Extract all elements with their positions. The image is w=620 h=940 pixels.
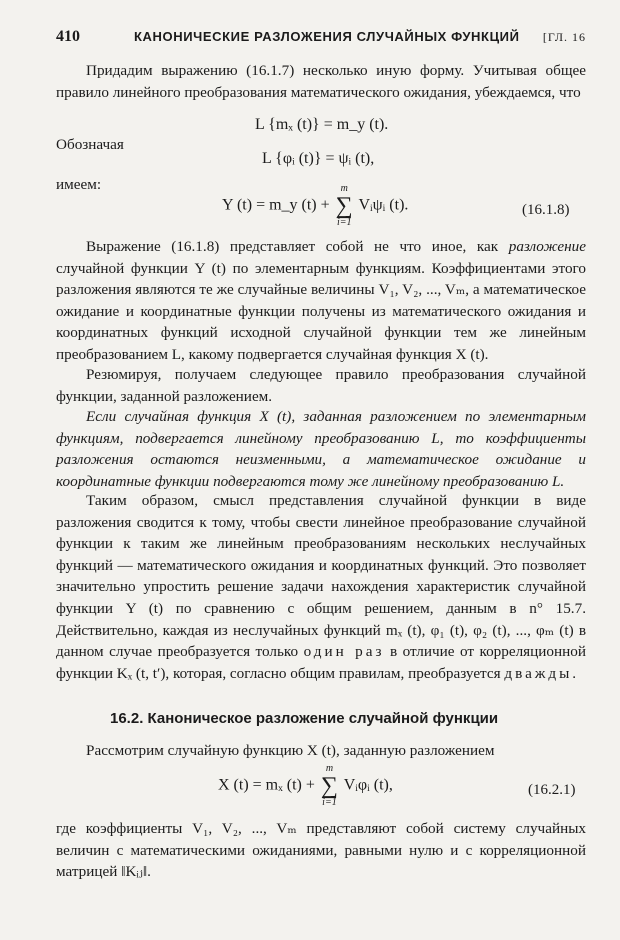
formula-expectation-transform: L {mₓ (t)} = m_y (t). [255,116,389,133]
spaced-emphasis: один раз [303,643,385,661]
chapter-marker: [ГЛ. 16 [542,30,586,44]
paragraph-we-have: имеем: [56,176,102,193]
paragraph-rule-statement: Если случайная функция X (t), заданная разложением по элементарным функциям, подвергается линейному преобразованию L, то коэффициенты разложения остаются неизменными, а математическое ожидание и координатные функции подвергаются тому же линейному преобразованию L. [56,408,586,490]
sum-upper-limit: m [325,763,334,774]
summation-sign: m ∑ i=1 [335,183,353,228]
formula-coordinate-transform: L {φᵢ (t)} = ψᵢ (t), [262,150,375,167]
paragraph-coefficients: где коэффициенты V₁, V₂, ..., Vₘ представляют собой систему случайных величин с математическими ожиданиями, равными нулю и с корреляционной матрицей ‖Kᵢⱼ‖. [56,820,586,881]
formula-lhs: Y (t) = m_y (t) + [222,196,330,214]
paragraph-denoting: Обозначая [56,136,124,153]
sum-lower-limit: i=1 [336,217,352,228]
formula-rhs: Vᵢψᵢ (t). [358,196,409,214]
sum-upper-limit: m [340,183,348,194]
text-fragment: случайной функции Y (t) по элементарным функциям. Коэффициентами этого разложения являются те же случайные величины V₁, V₂, ..., Vₘ, а математическое ожидание и координатные функции получены из математического ожидания и координатных функций исходной случайной функции тем же линейным преобразованием L, какому подвергается случайная функция X (t). [56,259,586,363]
paragraph-expansion-meaning [56,236,586,366]
formula-lhs: X (t) = mₓ (t) + [218,776,315,794]
paragraph-summary: Резюмируя, получаем следующее правило преобразования случайной функции, заданной разложением. [56,366,586,405]
summation-sign: m ∑ i=1 [320,763,338,808]
equation-number: (16.1.8) [522,202,570,218]
running-title: КАНОНИЧЕСКИЕ РАЗЛОЖЕНИЯ СЛУЧАЙНЫХ ФУНКЦИЙ [134,29,520,44]
page-number: 410 [56,28,80,45]
text-fragment: в отличие от корреляционной функции Kₓ (t, t′), которая, согласно общим правилам, преобразуется [56,643,586,682]
spaced-emphasis: дважды. [504,664,580,682]
formula-16-1-8 [222,184,408,228]
sum-lower-limit: i=1 [322,797,337,808]
text-fragment: Таким образом, смысл представления случайной функции в виде разложения сводится к тому, чтобы свести линейное преобразование случайной функции к таким же линейным преобразованиям нескольких неслучайных функций — математического ожидания и координатных функций. Это позволяет значительно упростить решение задачи нахождения характеристик случайной функции Y (t) по сравнению с общим решением, данным в n° 15.7. Действительно, каждая из неслучайных функций mₓ (t), φ₁ (t), φ₂ (t), ..., φₘ (t) в данном случае преобразуется только [56,492,586,661]
formula-16-2-1 [218,764,393,808]
emphasis-term: разложение [508,238,587,255]
page-header [56,28,586,50]
text-fragment: Выражение (16.1.8) представляет собой не что иное, как [86,238,499,255]
paragraph-consider: Рассмотрим случайную функцию X (t), заданную разложением [86,742,495,759]
section-heading: 16.2. Каноническое разложение случайной функции [110,710,499,727]
formula-rhs: Vᵢφᵢ (t), [343,776,393,794]
equation-number: (16.2.1) [528,782,576,798]
paragraph-conclusion [56,490,586,684]
paragraph-intro: Придадим выражению (16.1.7) несколько иную форму. Учитывая общее правило линейного преобразования математического ожидания, убеждаемся, что [56,62,586,101]
